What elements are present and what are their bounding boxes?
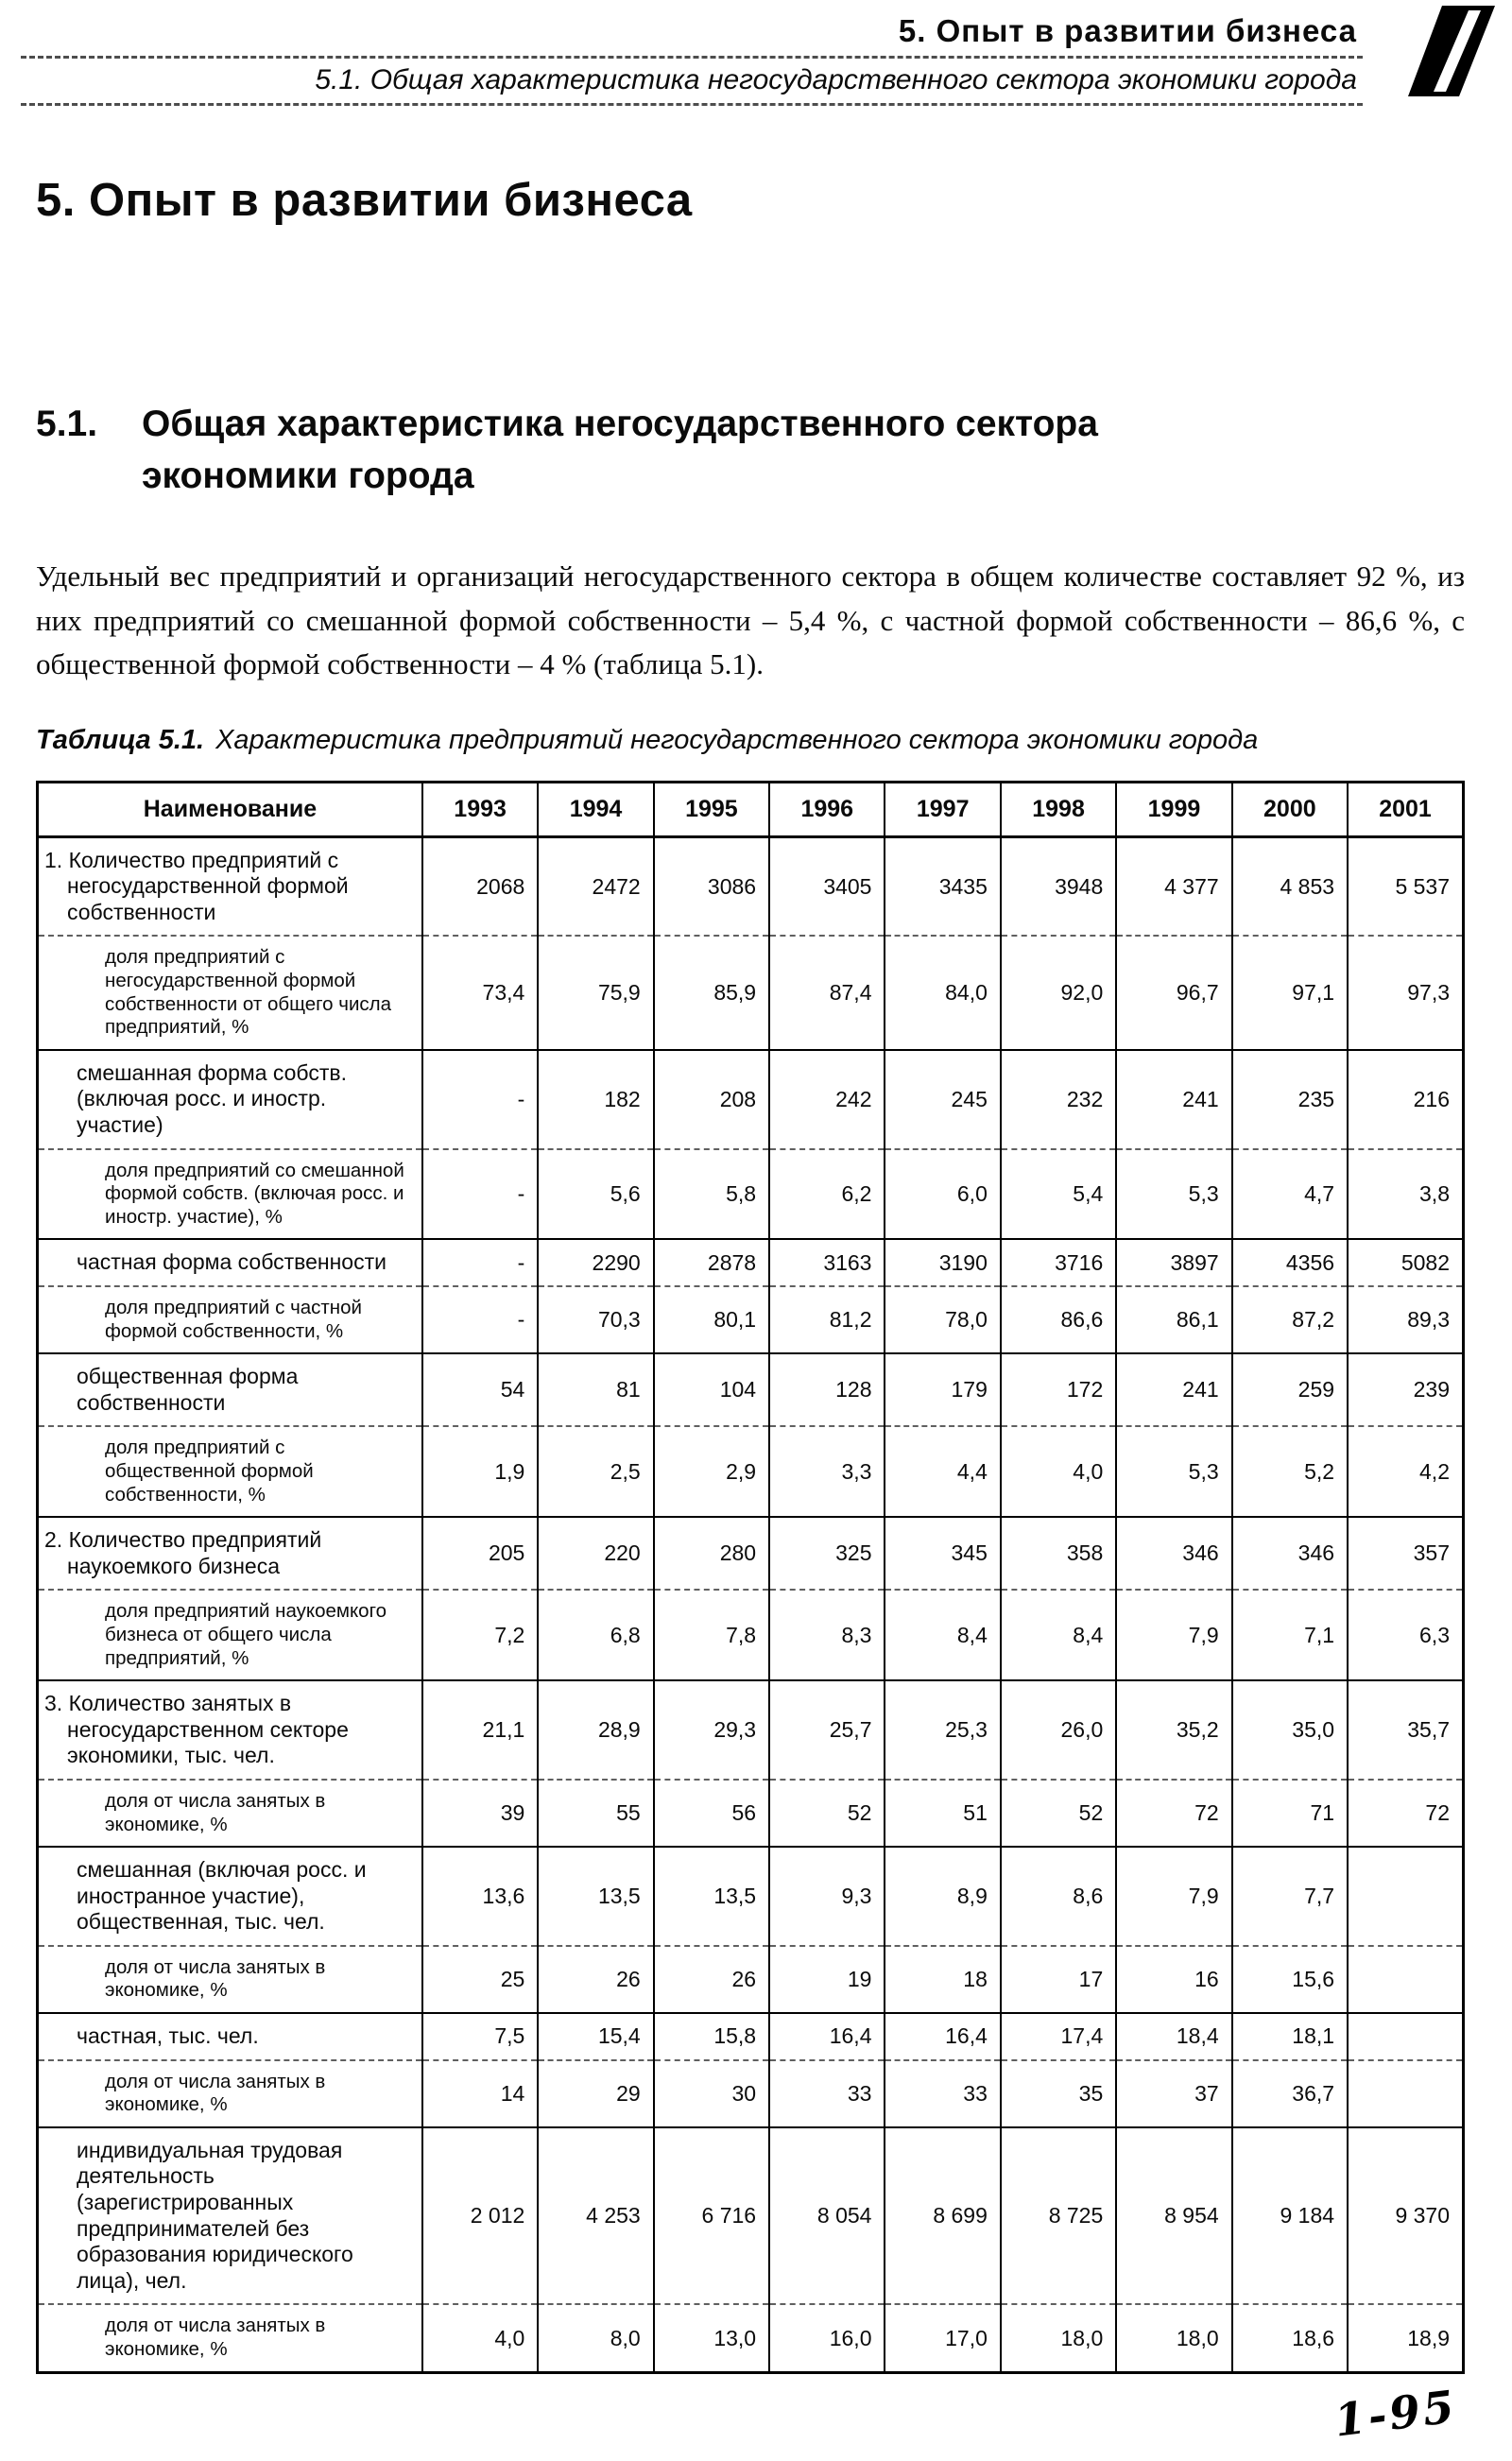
cell-value: 33 [885,2060,1000,2127]
cell-value: - [422,1239,538,1286]
corner-mark-icon [1408,6,1495,96]
cell-value: 4 253 [538,2127,653,2305]
cell-value: 97,1 [1232,936,1348,1049]
cell-value: 73,4 [422,936,538,1049]
cell-value [1348,2060,1463,2127]
row-label: доля предприятий с негосударственной формой собственности от общего числа предприятий, % [38,936,422,1049]
section-number: 5.1. [36,404,98,444]
table-row [38,2060,1464,2127]
section-heading [36,399,1465,502]
cell-value: 7,1 [1232,1590,1348,1680]
cell-value: 56 [654,1780,769,1847]
cell-value: 6,0 [885,1149,1000,1240]
cell-value: 54 [422,1353,538,1426]
cell-value: 78,0 [885,1286,1000,1353]
running-head [21,13,1363,106]
cell-value: 3,8 [1348,1149,1463,1240]
row-label: индивидуальная трудовая деятельность (зарегистрированных предпринимателей без образования юридического лица), чел. [38,2127,422,2305]
cell-value: 9 184 [1232,2127,1348,2305]
cell-value: 17 [1001,1946,1116,2013]
column-header: 2000 [1232,782,1348,836]
column-header: 1996 [769,782,885,836]
row-label: смешанная форма собств. (включая росс. и иностр. участие) [38,1050,422,1149]
section-heading-line2: экономики города [142,455,474,496]
column-header: 1999 [1116,782,1231,836]
cell-value: 1,9 [422,1426,538,1517]
table-row [38,2127,1464,2305]
section-heading-text: Общая характеристика негосударственного сектора [142,404,1098,444]
cell-value: 28,9 [538,1680,653,1780]
cell-value: - [422,1149,538,1240]
cell-value: 8 725 [1001,2127,1116,2305]
cell-value: 13,5 [538,1847,653,1946]
cell-value: 5,6 [538,1149,653,1240]
row-label: 3. Количество занятых в негосударственном секторе экономики, тыс. чел. [38,1680,422,1780]
cell-value: 245 [885,1050,1000,1149]
cell-value: 30 [654,2060,769,2127]
cell-value: 35 [1001,2060,1116,2127]
cell-value: 128 [769,1353,885,1426]
cell-value: 5,4 [1001,1149,1116,1240]
cell-value: 8 054 [769,2127,885,2305]
cell-value: 18,4 [1116,2013,1231,2060]
table-row [38,1780,1464,1847]
cell-value: 21,1 [422,1680,538,1780]
row-label: частная, тыс. чел. [38,2013,422,2060]
cell-value [1348,1946,1463,2013]
cell-value: 346 [1232,1517,1348,1590]
cell-value: 2,5 [538,1426,653,1517]
cell-value: 16,4 [769,2013,885,2060]
cell-value: 6,3 [1348,1590,1463,1680]
cell-value: 241 [1116,1353,1231,1426]
row-label: общественная форма собственности [38,1353,422,1426]
cell-value: 2472 [538,836,653,936]
row-label: доля предприятий с общественной формой собственности, % [38,1426,422,1517]
cell-value: 16,0 [769,2304,885,2372]
cell-value: 18 [885,1946,1000,2013]
cell-value: 179 [885,1353,1000,1426]
table-row [38,1946,1464,2013]
row-label: доля предприятий со смешанной формой собств. (включая росс. и иностр. участие), % [38,1149,422,1240]
cell-value: 72 [1348,1780,1463,1847]
table-caption-label: Таблица 5.1. [36,724,205,755]
column-header: 1997 [885,782,1000,836]
table-caption-text: Характеристика предприятий негосударственного сектора экономики города [215,724,1259,755]
page-title: 5. Опыт в развитии бизнеса [36,175,693,226]
cell-value: 89,3 [1348,1286,1463,1353]
dashed-rule-bottom [21,103,1363,106]
cell-value: 3435 [885,836,1000,936]
table-row [38,1847,1464,1946]
cell-value: 8,6 [1001,1847,1116,1946]
cell-value: 4356 [1232,1239,1348,1286]
cell-value: 92,0 [1001,936,1116,1049]
column-header: 1994 [538,782,653,836]
cell-value: 81,2 [769,1286,885,1353]
statistics-table [36,781,1465,2374]
cell-value: 35,7 [1348,1680,1463,1780]
cell-value: 2878 [654,1239,769,1286]
row-label: доля от числа занятых в экономике, % [38,1780,422,1847]
cell-value: 81 [538,1353,653,1426]
cell-value: 4 853 [1232,836,1348,936]
table-row [38,1590,1464,1680]
cell-value: 8,3 [769,1590,885,1680]
table-row [38,1517,1464,1590]
cell-value: 5,3 [1116,1149,1231,1240]
cell-value: 9 370 [1348,2127,1463,2305]
cell-value: 39 [422,1780,538,1847]
cell-value: 8 954 [1116,2127,1231,2305]
cell-value: 16,4 [885,2013,1000,2060]
cell-value: 26 [654,1946,769,2013]
cell-value: 55 [538,1780,653,1847]
row-label: доля от числа занятых в экономике, % [38,2060,422,2127]
cell-value: 52 [1001,1780,1116,1847]
cell-value: 346 [1116,1517,1231,1590]
row-label: смешанная (включая росс. и иностранное участие), общественная, тыс. чел. [38,1847,422,1946]
cell-value: 242 [769,1050,885,1149]
row-label: доля предприятий наукоемкого бизнеса от общего числа предприятий, % [38,1590,422,1680]
cell-value: 8 699 [885,2127,1000,2305]
row-label: 1. Количество предприятий с негосударственной формой собственности [38,836,422,936]
cell-value: 18,1 [1232,2013,1348,2060]
cell-value: 3163 [769,1239,885,1286]
cell-value: 2290 [538,1239,653,1286]
cell-value: 70,3 [538,1286,653,1353]
cell-value: 357 [1348,1517,1463,1590]
body-paragraph: Удельный вес предприятий и организаций негосударственного сектора в общем количестве составляет 92 %, из них предприятий со смешанной формой собственности – 5,4 %, с частной формой собственности – 86,6 %, с общественной формой собственности – 4 % (таблица 5.1). [36,559,1465,681]
cell-value: 4 377 [1116,836,1231,936]
cell-value: 104 [654,1353,769,1426]
cell-value: - [422,1050,538,1149]
cell-value: 8,4 [885,1590,1000,1680]
section-heading-line1 [36,399,1465,451]
cell-value: 220 [538,1517,653,1590]
cell-value: 3716 [1001,1239,1116,1286]
cell-value: 17,4 [1001,2013,1116,2060]
cell-value: 97,3 [1348,936,1463,1049]
cell-value: 358 [1001,1517,1116,1590]
column-header: 1998 [1001,782,1116,836]
cell-value: 4,0 [1001,1426,1116,1517]
cell-value: 172 [1001,1353,1116,1426]
table-row [38,1286,1464,1353]
cell-value: 25,3 [885,1680,1000,1780]
cell-value: 5,8 [654,1149,769,1240]
cell-value: 4,0 [422,2304,538,2372]
cell-value: 26,0 [1001,1680,1116,1780]
cell-value: 18,0 [1001,2304,1116,2372]
cell-value: 15,8 [654,2013,769,2060]
cell-value: 3086 [654,836,769,936]
row-label: доля от числа занятых в экономике, % [38,2304,422,2372]
cell-value: 3190 [885,1239,1000,1286]
cell-value: 13,5 [654,1847,769,1946]
cell-value: 51 [885,1780,1000,1847]
cell-value: 8,4 [1001,1590,1116,1680]
cell-value: 19 [769,1946,885,2013]
column-header: 2001 [1348,782,1463,836]
cell-value: 7,8 [654,1590,769,1680]
cell-value: 2068 [422,836,538,936]
cell-value: 52 [769,1780,885,1847]
cell-value: 85,9 [654,936,769,1049]
cell-value: 241 [1116,1050,1231,1149]
cell-value: 7,9 [1116,1590,1231,1680]
cell-value: 25,7 [769,1680,885,1780]
page-number: 1-95 [1332,2381,1460,2448]
cell-value: 5 537 [1348,836,1463,936]
running-head-chapter: 5. Опыт в развитии бизнеса [898,13,1357,48]
column-header: 1993 [422,782,538,836]
cell-value: 18,0 [1116,2304,1231,2372]
running-head-section: 5.1. Общая характеристика негосударственного сектора экономики города [315,64,1357,95]
table-row [38,1050,1464,1149]
cell-value: 15,4 [538,2013,653,2060]
cell-value: 15,6 [1232,1946,1348,2013]
cell-value: 37 [1116,2060,1231,2127]
cell-value [1348,2013,1463,2060]
table-row [38,1353,1464,1426]
table-caption [36,725,1465,756]
cell-value: 7,5 [422,2013,538,2060]
cell-value: 14 [422,2060,538,2127]
cell-value: 5,2 [1232,1426,1348,1517]
cell-value: - [422,1286,538,1353]
cell-value: 87,4 [769,936,885,1049]
cell-value: 18,6 [1232,2304,1348,2372]
table-header-row [38,782,1464,836]
cell-value: 232 [1001,1050,1116,1149]
table-row [38,936,1464,1049]
cell-value: 33 [769,2060,885,2127]
row-label: 2. Количество предприятий наукоемкого бизнеса [38,1517,422,1590]
cell-value: 9,3 [769,1847,885,1946]
column-header: 1995 [654,782,769,836]
cell-value: 235 [1232,1050,1348,1149]
cell-value: 13,0 [654,2304,769,2372]
cell-value: 35,2 [1116,1680,1231,1780]
cell-value: 4,4 [885,1426,1000,1517]
row-label: доля предприятий с частной формой собственности, % [38,1286,422,1353]
cell-value: 6 716 [654,2127,769,2305]
row-label: доля от числа занятых в экономике, % [38,1946,422,2013]
dashed-rule-top [21,56,1363,59]
cell-value: 80,1 [654,1286,769,1353]
cell-value: 345 [885,1517,1000,1590]
cell-value: 35,0 [1232,1680,1348,1780]
cell-value: 4,2 [1348,1426,1463,1517]
cell-value: 75,9 [538,936,653,1049]
column-header: Наименование [38,782,422,836]
cell-value: 5082 [1348,1239,1463,1286]
cell-value: 2,9 [654,1426,769,1517]
table-row [38,1239,1464,1286]
cell-value: 3405 [769,836,885,936]
cell-value: 2 012 [422,2127,538,2305]
cell-value [1348,1847,1463,1946]
cell-value: 25 [422,1946,538,2013]
cell-value: 87,2 [1232,1286,1348,1353]
cell-value: 26 [538,1946,653,2013]
cell-value: 5,3 [1116,1426,1231,1517]
cell-value: 182 [538,1050,653,1149]
cell-value: 325 [769,1517,885,1590]
row-label: частная форма собственности [38,1239,422,1286]
table-row [38,2304,1464,2372]
cell-value: 239 [1348,1353,1463,1426]
cell-value: 96,7 [1116,936,1231,1049]
cell-value: 3897 [1116,1239,1231,1286]
table-row [38,2013,1464,2060]
cell-value: 8,9 [885,1847,1000,1946]
cell-value: 29,3 [654,1680,769,1780]
table-row [38,836,1464,936]
cell-value: 7,7 [1232,1847,1348,1946]
cell-value: 36,7 [1232,2060,1348,2127]
cell-value: 259 [1232,1353,1348,1426]
table-row [38,1680,1464,1780]
cell-value: 3,3 [769,1426,885,1517]
table-row [38,1149,1464,1240]
cell-value: 8,0 [538,2304,653,2372]
cell-value: 17,0 [885,2304,1000,2372]
table-row [38,1426,1464,1517]
cell-value: 16 [1116,1946,1231,2013]
cell-value: 7,2 [422,1590,538,1680]
cell-value: 6,8 [538,1590,653,1680]
cell-value: 3948 [1001,836,1116,936]
cell-value: 29 [538,2060,653,2127]
cell-value: 84,0 [885,936,1000,1049]
cell-value: 216 [1348,1050,1463,1149]
cell-value: 6,2 [769,1149,885,1240]
cell-value: 13,6 [422,1847,538,1946]
cell-value: 86,6 [1001,1286,1116,1353]
cell-value: 4,7 [1232,1149,1348,1240]
cell-value: 280 [654,1517,769,1590]
cell-value: 86,1 [1116,1286,1231,1353]
cell-value: 18,9 [1348,2304,1463,2372]
cell-value: 208 [654,1050,769,1149]
cell-value: 205 [422,1517,538,1590]
cell-value: 7,9 [1116,1847,1231,1946]
cell-value: 71 [1232,1780,1348,1847]
cell-value: 72 [1116,1780,1231,1847]
